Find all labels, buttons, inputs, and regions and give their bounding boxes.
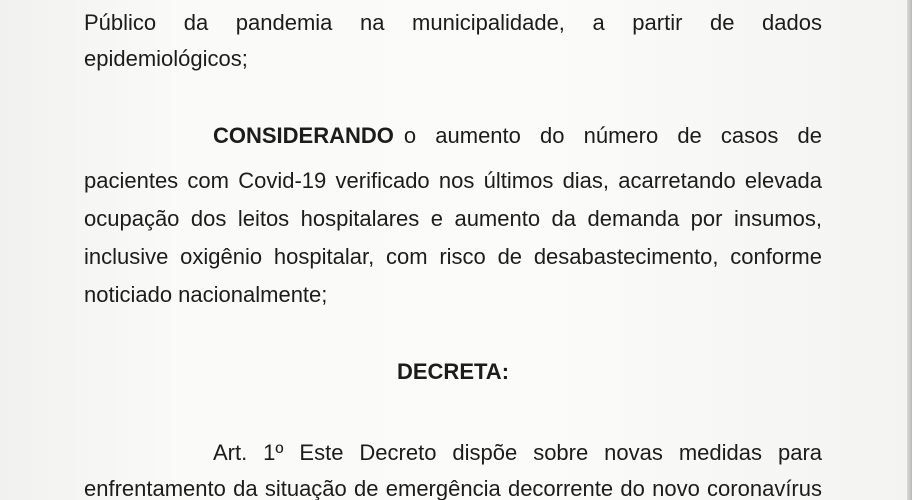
considerando-keyword: CONSIDERANDO [213, 123, 394, 148]
art1-line-2: enfrentamento da situação de emergência decorrente do novo coronavírus [84, 476, 822, 500]
considerando-first-line-rest: o aumento do número de casos de [403, 123, 822, 148]
decreta-heading: DECRETA: [396, 359, 510, 384]
considerando-line-3: ocupação dos leitos hospitalares e aumento da demanda por insumos, [84, 206, 822, 231]
considerando-line-2: pacientes com Covid-19 verificado nos últimos dias, acarretando elevada [84, 168, 822, 193]
considerando-line-5: noticiado nacionalmente; [84, 282, 328, 307]
intro-line-2: epidemiológicos; [84, 46, 248, 71]
paper-edge [907, 0, 912, 500]
art1-line-1: Art. 1º Este Decreto dispõe sobre novas medidas para [213, 440, 822, 465]
intro-line-1: Público da pandemia na municipalidade, a partir de dados [84, 10, 822, 35]
considerando-first-line [213, 123, 822, 149]
considerando-line-4: inclusive oxigênio hospitalar, com risco de desabastecimento, conforme [84, 244, 822, 269]
